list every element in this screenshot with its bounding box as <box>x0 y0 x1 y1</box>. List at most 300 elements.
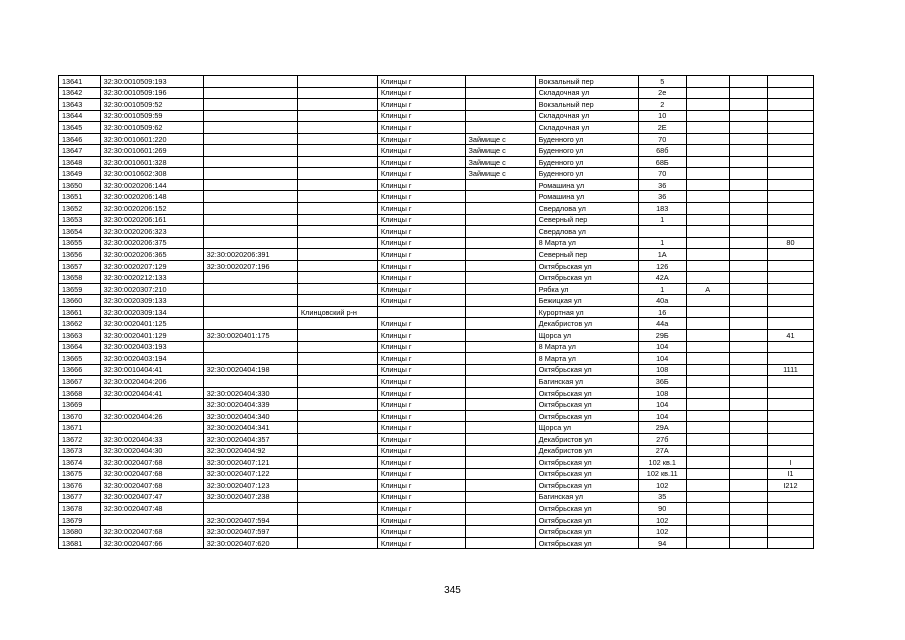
cell-city: Клинцы г <box>377 445 465 457</box>
table-row <box>59 295 814 307</box>
cell-street: Декабристов ул <box>535 433 638 445</box>
cell-district <box>297 387 377 399</box>
cell-letter <box>686 87 729 99</box>
cell-city: Клинцы г <box>377 341 465 353</box>
table-row <box>59 226 814 238</box>
cell-district <box>297 514 377 526</box>
cell-street: Декабристов ул <box>535 445 638 457</box>
cell-letter <box>686 318 729 330</box>
cell-flat <box>729 410 767 422</box>
cell-city: Клинцы г <box>377 191 465 203</box>
cell-house: 183 <box>638 203 686 215</box>
cell-cad2 <box>203 295 297 307</box>
cell-district <box>297 295 377 307</box>
cell-house: 126 <box>638 260 686 272</box>
cell-letter <box>686 260 729 272</box>
cell-flat <box>729 168 767 180</box>
cell-room <box>767 214 813 226</box>
cell-district <box>297 133 377 145</box>
cell-num: 13647 <box>59 145 101 157</box>
cell-flat <box>729 480 767 492</box>
cell-num: 13649 <box>59 168 101 180</box>
cell-cad: 32:30:0020206:323 <box>100 226 203 238</box>
cell-flat <box>729 433 767 445</box>
cell-district <box>297 433 377 445</box>
cell-flat <box>729 99 767 111</box>
table-row <box>59 364 814 376</box>
cell-cad: 32:30:0020404:41 <box>100 387 203 399</box>
table-row <box>59 87 814 99</box>
cell-flat <box>729 76 767 88</box>
cell-street: Октябрьская ул <box>535 480 638 492</box>
cell-settlement: Займище с <box>465 168 535 180</box>
table-row <box>59 237 814 249</box>
cell-room <box>767 168 813 180</box>
cell-num: 13644 <box>59 110 101 122</box>
cell-room <box>767 203 813 215</box>
cell-city: Клинцы г <box>377 87 465 99</box>
cell-settlement <box>465 110 535 122</box>
table-row <box>59 537 814 549</box>
cell-flat <box>729 237 767 249</box>
cell-district <box>297 237 377 249</box>
cell-room <box>767 260 813 272</box>
cell-street: Щорса ул <box>535 330 638 342</box>
cell-city: Клинцы г <box>377 526 465 538</box>
cell-house: 1 <box>638 237 686 249</box>
cell-city: Клинцы г <box>377 537 465 549</box>
cell-num: 13662 <box>59 318 101 330</box>
cell-settlement <box>465 376 535 388</box>
cell-street: Октябрьская ул <box>535 457 638 469</box>
cell-city: Клинцы г <box>377 272 465 284</box>
cell-letter <box>686 226 729 238</box>
table-row <box>59 272 814 284</box>
cell-num: 13666 <box>59 364 101 376</box>
cell-cad2: 32:30:0020407:121 <box>203 457 297 469</box>
cell-letter <box>686 76 729 88</box>
cell-street: Октябрьская ул <box>535 410 638 422</box>
cell-room <box>767 156 813 168</box>
cell-room <box>767 272 813 284</box>
cell-num: 13679 <box>59 514 101 526</box>
cell-flat <box>729 110 767 122</box>
cell-cad: 32:30:0020206:152 <box>100 203 203 215</box>
cell-district <box>297 537 377 549</box>
cell-num: 13657 <box>59 260 101 272</box>
cell-city: Клинцы г <box>377 353 465 365</box>
cell-cad: 32:30:0020207:129 <box>100 260 203 272</box>
cell-city: Клинцы г <box>377 422 465 434</box>
cell-letter <box>686 526 729 538</box>
cell-house: 104 <box>638 353 686 365</box>
cell-street: Рябка ул <box>535 283 638 295</box>
cell-house: 36 <box>638 191 686 203</box>
cell-settlement <box>465 76 535 88</box>
cell-cad: 32:30:0020404:30 <box>100 445 203 457</box>
table-row <box>59 318 814 330</box>
cell-room: 1111 <box>767 364 813 376</box>
cell-street: Октябрьская ул <box>535 514 638 526</box>
cell-num: 13654 <box>59 226 101 238</box>
table-row <box>59 249 814 261</box>
cell-house: 36 <box>638 179 686 191</box>
cell-letter <box>686 410 729 422</box>
cell-room <box>767 76 813 88</box>
cell-district <box>297 145 377 157</box>
cell-room <box>767 410 813 422</box>
cell-house: 70 <box>638 133 686 145</box>
cell-district <box>297 503 377 515</box>
cell-settlement <box>465 514 535 526</box>
cell-letter <box>686 168 729 180</box>
cell-cad <box>100 399 203 411</box>
cell-cad: 32:30:0010404:41 <box>100 364 203 376</box>
table-row <box>59 110 814 122</box>
cell-letter <box>686 364 729 376</box>
cell-letter <box>686 191 729 203</box>
cell-num: 13643 <box>59 99 101 111</box>
cell-city: Клинцы г <box>377 503 465 515</box>
cell-city: Клинцы г <box>377 457 465 469</box>
cell-room <box>767 122 813 134</box>
cell-street: Свердлова ул <box>535 226 638 238</box>
cell-flat <box>729 203 767 215</box>
cell-settlement <box>465 353 535 365</box>
cell-num: 13641 <box>59 76 101 88</box>
cell-street: Буденного ул <box>535 133 638 145</box>
cell-street: Багинская ул <box>535 376 638 388</box>
cell-letter <box>686 376 729 388</box>
cell-letter <box>686 514 729 526</box>
cell-room <box>767 445 813 457</box>
cell-cad2: 32:30:0020404:340 <box>203 410 297 422</box>
cell-cad: 32:30:0020407:68 <box>100 526 203 538</box>
cell-settlement: Займище с <box>465 133 535 145</box>
cell-letter <box>686 387 729 399</box>
cell-city: Клинцы г <box>377 330 465 342</box>
cell-cad: 32:30:0020206:365 <box>100 249 203 261</box>
cell-city: Клинцы г <box>377 214 465 226</box>
cell-house: 90 <box>638 503 686 515</box>
cell-district <box>297 249 377 261</box>
cell-city: Клинцы г <box>377 249 465 261</box>
cell-cad: 32:30:0020212:133 <box>100 272 203 284</box>
cell-letter <box>686 330 729 342</box>
cell-room <box>767 341 813 353</box>
cell-num: 13659 <box>59 283 101 295</box>
cell-street: Октябрьская ул <box>535 399 638 411</box>
cell-cad: 32:30:0010602:308 <box>100 168 203 180</box>
cell-district <box>297 422 377 434</box>
cell-num: 13672 <box>59 433 101 445</box>
cell-cad2 <box>203 272 297 284</box>
cell-room: I212 <box>767 480 813 492</box>
cell-house: 27А <box>638 445 686 457</box>
cell-flat <box>729 156 767 168</box>
cell-room <box>767 491 813 503</box>
cell-room <box>767 503 813 515</box>
cell-room <box>767 110 813 122</box>
cell-city: Клинцы г <box>377 491 465 503</box>
table-row <box>59 122 814 134</box>
cell-cad: 32:30:0020206:144 <box>100 179 203 191</box>
cell-cad2: 32:30:0020407:238 <box>203 491 297 503</box>
cell-cad: 32:30:0020407:68 <box>100 468 203 480</box>
cell-house: 108 <box>638 364 686 376</box>
cell-house: 94 <box>638 537 686 549</box>
registry-table <box>58 75 814 549</box>
cell-settlement <box>465 203 535 215</box>
cell-letter <box>686 306 729 318</box>
cell-cad2 <box>203 99 297 111</box>
cell-city: Клинцы г <box>377 318 465 330</box>
cell-house: 104 <box>638 341 686 353</box>
table-row <box>59 491 814 503</box>
cell-street: Щорса ул <box>535 422 638 434</box>
table-row <box>59 353 814 365</box>
cell-cad: 32:30:0020309:134 <box>100 306 203 318</box>
cell-settlement <box>465 237 535 249</box>
cell-letter <box>686 237 729 249</box>
cell-street: Вокзальный пер <box>535 76 638 88</box>
cell-house: 108 <box>638 387 686 399</box>
cell-cad2 <box>203 122 297 134</box>
table-row <box>59 341 814 353</box>
cell-letter <box>686 341 729 353</box>
cell-letter <box>686 445 729 457</box>
cell-settlement <box>465 179 535 191</box>
cell-flat <box>729 353 767 365</box>
cell-street: Буденного ул <box>535 145 638 157</box>
cell-num: 13665 <box>59 353 101 365</box>
cell-settlement <box>465 445 535 457</box>
cell-cad: 32:30:0020407:68 <box>100 457 203 469</box>
cell-settlement <box>465 468 535 480</box>
cell-letter <box>686 457 729 469</box>
cell-district <box>297 445 377 457</box>
cell-room <box>767 433 813 445</box>
cell-district <box>297 318 377 330</box>
cell-house: 29А <box>638 422 686 434</box>
cell-flat <box>729 422 767 434</box>
cell-city: Клинцы г <box>377 283 465 295</box>
table-row <box>59 179 814 191</box>
cell-street: Октябрьская ул <box>535 503 638 515</box>
cell-letter <box>686 249 729 261</box>
cell-letter <box>686 422 729 434</box>
cell-district <box>297 110 377 122</box>
cell-settlement <box>465 226 535 238</box>
cell-num: 13646 <box>59 133 101 145</box>
cell-room <box>767 306 813 318</box>
cell-room <box>767 191 813 203</box>
cell-settlement <box>465 526 535 538</box>
table-row <box>59 156 814 168</box>
cell-house: 36Б <box>638 376 686 388</box>
cell-city: Клинцы г <box>377 156 465 168</box>
cell-flat <box>729 179 767 191</box>
table-row <box>59 503 814 515</box>
table-row <box>59 387 814 399</box>
cell-cad2: 32:30:0020407:620 <box>203 537 297 549</box>
cell-room <box>767 179 813 191</box>
cell-room: I <box>767 457 813 469</box>
cell-cad2: 32:30:0020404:339 <box>203 399 297 411</box>
cell-district <box>297 76 377 88</box>
cell-city: Клинцы г <box>377 514 465 526</box>
cell-city: Клинцы г <box>377 468 465 480</box>
cell-cad2 <box>203 283 297 295</box>
cell-settlement <box>465 422 535 434</box>
table-row <box>59 306 814 318</box>
cell-settlement <box>465 480 535 492</box>
cell-street: Декабристов ул <box>535 318 638 330</box>
table-row <box>59 445 814 457</box>
cell-room <box>767 399 813 411</box>
cell-city: Клинцы г <box>377 133 465 145</box>
table-row <box>59 422 814 434</box>
cell-letter <box>686 122 729 134</box>
cell-letter <box>686 145 729 157</box>
cell-cad2: 32:30:0020404:341 <box>203 422 297 434</box>
cell-cad2: 32:30:0020207:196 <box>203 260 297 272</box>
cell-house: 2 <box>638 99 686 111</box>
cell-street: Багинская ул <box>535 491 638 503</box>
cell-num: 13658 <box>59 272 101 284</box>
cell-house: 104 <box>638 410 686 422</box>
cell-cad2 <box>203 353 297 365</box>
cell-settlement <box>465 341 535 353</box>
cell-num: 13674 <box>59 457 101 469</box>
cell-settlement <box>465 249 535 261</box>
cell-room <box>767 249 813 261</box>
cell-district <box>297 87 377 99</box>
cell-letter <box>686 156 729 168</box>
cell-street: Бежицкая ул <box>535 295 638 307</box>
cell-cad2 <box>203 168 297 180</box>
cell-district <box>297 203 377 215</box>
cell-street: Северный пер <box>535 214 638 226</box>
cell-letter <box>686 133 729 145</box>
cell-flat <box>729 376 767 388</box>
cell-cad2 <box>203 87 297 99</box>
cell-district <box>297 526 377 538</box>
cell-flat <box>729 133 767 145</box>
cell-num: 13673 <box>59 445 101 457</box>
cell-cad2 <box>203 376 297 388</box>
cell-cad: 32:30:0010509:196 <box>100 87 203 99</box>
cell-city <box>377 306 465 318</box>
cell-room: 80 <box>767 237 813 249</box>
cell-district <box>297 353 377 365</box>
cell-room <box>767 226 813 238</box>
cell-cad2 <box>203 156 297 168</box>
cell-room: I1 <box>767 468 813 480</box>
cell-house: 10 <box>638 110 686 122</box>
cell-letter <box>686 179 729 191</box>
cell-cad: 32:30:0020206:161 <box>100 214 203 226</box>
cell-settlement <box>465 318 535 330</box>
cell-house: 2Е <box>638 122 686 134</box>
cell-house: 70 <box>638 168 686 180</box>
cell-num: 13668 <box>59 387 101 399</box>
cell-num: 13676 <box>59 480 101 492</box>
cell-room <box>767 514 813 526</box>
cell-cad2: 32:30:0020401:175 <box>203 330 297 342</box>
cell-room <box>767 537 813 549</box>
table-row <box>59 526 814 538</box>
cell-settlement <box>465 272 535 284</box>
cell-letter <box>686 99 729 111</box>
cell-settlement <box>465 387 535 399</box>
cell-settlement <box>465 399 535 411</box>
cell-street: Октябрьская ул <box>535 260 638 272</box>
cell-cad2: 32:30:0020407:597 <box>203 526 297 538</box>
cell-house: 1 <box>638 283 686 295</box>
cell-house: 1 <box>638 214 686 226</box>
cell-num: 13660 <box>59 295 101 307</box>
cell-district <box>297 260 377 272</box>
cell-flat <box>729 122 767 134</box>
cell-num: 13655 <box>59 237 101 249</box>
cell-cad: 32:30:0010601:328 <box>100 156 203 168</box>
cell-flat <box>729 318 767 330</box>
cell-num: 13661 <box>59 306 101 318</box>
cell-flat <box>729 87 767 99</box>
cell-settlement <box>465 214 535 226</box>
cell-house: 104 <box>638 399 686 411</box>
cell-flat <box>729 468 767 480</box>
cell-room <box>767 353 813 365</box>
cell-cad: 32:30:0020407:47 <box>100 491 203 503</box>
cell-street: Складочная ул <box>535 87 638 99</box>
cell-flat <box>729 145 767 157</box>
cell-cad2 <box>203 110 297 122</box>
cell-district <box>297 457 377 469</box>
cell-city: Клинцы г <box>377 226 465 238</box>
cell-street: Октябрьская ул <box>535 537 638 549</box>
cell-house: 42А <box>638 272 686 284</box>
cell-room <box>767 387 813 399</box>
cell-cad: 32:30:0010509:62 <box>100 122 203 134</box>
cell-cad2 <box>203 214 297 226</box>
cell-city: Клинцы г <box>377 295 465 307</box>
cell-cad: 32:30:0010601:269 <box>100 145 203 157</box>
cell-district <box>297 156 377 168</box>
cell-street: Буденного ул <box>535 168 638 180</box>
cell-cad2 <box>203 306 297 318</box>
cell-cad: 32:30:0020401:129 <box>100 330 203 342</box>
cell-cad: 32:30:0010509:52 <box>100 99 203 111</box>
cell-city: Клинцы г <box>377 260 465 272</box>
cell-district: Клинцовский р-н <box>297 306 377 318</box>
cell-letter <box>686 214 729 226</box>
cell-room <box>767 295 813 307</box>
cell-flat <box>729 295 767 307</box>
cell-city: Клинцы г <box>377 203 465 215</box>
cell-flat <box>729 364 767 376</box>
cell-district <box>297 376 377 388</box>
cell-cad2 <box>203 191 297 203</box>
cell-cad2: 32:30:0020407:123 <box>203 480 297 492</box>
cell-street: Вокзальный пер <box>535 99 638 111</box>
cell-cad2: 32:30:0020206:391 <box>203 249 297 261</box>
cell-district <box>297 191 377 203</box>
cell-num: 13664 <box>59 341 101 353</box>
cell-house: 102 <box>638 526 686 538</box>
cell-room: 41 <box>767 330 813 342</box>
